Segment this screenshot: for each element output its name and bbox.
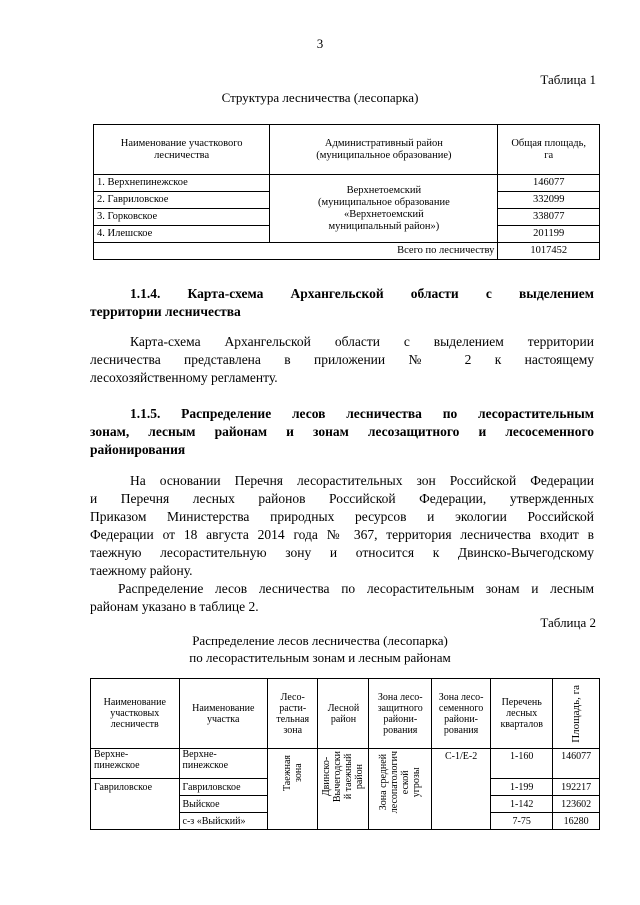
section-114-para-line: Карта-схема Архангельской области с выделением территории <box>130 334 594 349</box>
section-115-heading-line: районирования <box>90 442 186 457</box>
t2-row-site: Верхне- пинежское <box>179 749 268 779</box>
t2-row-quarters: 1-199 <box>491 779 553 796</box>
t1-row-name: 1. Верхнепинежское <box>94 175 270 192</box>
t1-header-name: Наименование участкового лесничества <box>94 125 270 175</box>
section-114-heading-line2: территории лесничества <box>90 304 241 319</box>
t2-header-zone: Лесо- расти- тельная зона <box>268 679 318 749</box>
t2-row-forestry <box>91 796 180 813</box>
t2-row-site: Выйское <box>179 796 268 813</box>
t2-protection-zone-cell: Зона средней лесопатологич еской угрозы <box>369 749 432 830</box>
section-115-para1-line: На основании Перечня лесорастительных зон Российской Федерации <box>130 473 594 488</box>
section-114-para-line: лесохозяйственному регламенту. <box>90 370 278 385</box>
section-115-para1-line: таежному району. <box>90 563 193 578</box>
t1-row-area: 201199 <box>498 226 600 243</box>
table1 <box>93 124 600 260</box>
t2-zone-cell: Таежная зона <box>268 749 318 830</box>
table2-title-line: по лесорастительным зонам и лесным районам <box>189 650 451 665</box>
t2-header-seed-zone: Зона лесо- семенного райони- рования <box>432 679 491 749</box>
t1-total-label: Всего по лесничеству <box>94 243 498 260</box>
t2-header-quarters: Перечень лесных кварталов <box>491 679 553 749</box>
t2-row-site: Гавриловское <box>179 779 268 796</box>
t2-header-district: Лесной район <box>318 679 369 749</box>
t2-row-area: 192217 <box>553 779 600 796</box>
t2-row-area: 16280 <box>553 813 600 830</box>
table1-title: Структура лесничества (лесопарка) <box>221 90 419 105</box>
t2-header-forestry: Наименование участковых лесничеств <box>91 679 180 749</box>
t1-row-name: 4. Илешское <box>94 226 270 243</box>
t2-row-forestry <box>91 813 180 830</box>
section-115-para1-line: и Перечня лесных районов Российской Федерации, утвержденных <box>90 491 594 506</box>
section-115-para1-line: Федерации от 18 августа 2014 года № 367, территория лесничества входит в <box>90 527 594 542</box>
section-115-para2-line: Распределение лесов лесничества по лесорастительным зонам и лесным <box>118 581 594 596</box>
t2-row-quarters: 1-160 <box>491 749 553 779</box>
t1-row-name: 3. Горковское <box>94 209 270 226</box>
page-number: 3 <box>316 36 324 51</box>
table2-title-line: Распределение лесов лесничества (лесопарка) <box>192 633 448 648</box>
t2-header-area: Площадь, га <box>553 679 600 749</box>
t2-seed-zone-cell: С-1/Е-2 <box>432 749 491 830</box>
t2-row-area: 146077 <box>553 749 600 779</box>
section-115-para1-line: таежную лесорастительную зону и относится к Двинско-Вычегодскому <box>90 545 594 560</box>
t2-header-site: Наименование участка <box>179 679 268 749</box>
t2-row-quarters: 1-142 <box>491 796 553 813</box>
t2-district-cell: Двинско- Вычегодски й таежный район <box>318 749 369 830</box>
t2-row-forestry: Верхне- пинежское <box>91 749 180 779</box>
section-115-heading-line: зонам, лесным районам и зонам лесозащитного и лесосеменного <box>90 424 594 439</box>
t1-district-cell: Верхнетоемский (муниципальное образование «Верхнетоемский муниципальный район») <box>270 175 498 243</box>
t1-row-area: 338077 <box>498 209 600 226</box>
section-115-heading-line: 1.1.5. Распределение лесов лесничества по лесорастительным <box>130 406 594 421</box>
t1-header-district: Административный район (муниципальное образование) <box>270 125 498 175</box>
t2-header-protection-zone: Зона лесо- защитного райони- рования <box>369 679 432 749</box>
t1-header-area: Общая площадь, га <box>498 125 600 175</box>
table1-label: Таблица 1 <box>540 72 596 87</box>
section-114-para-line: лесничества представлена в приложении № 2 к настоящему <box>90 352 594 367</box>
section-115-para1-line: Приказом Министерства природных ресурсов и экологии Российской <box>90 509 594 524</box>
t2-row-area: 123602 <box>553 796 600 813</box>
section-114-heading-line1: 1.1.4. Карта-схема Архангельской области с выделением <box>130 286 594 301</box>
t1-row-name: 2. Гавриловское <box>94 192 270 209</box>
section-115-para2-line: районам указано в таблице 2. <box>90 599 259 614</box>
t2-row-site: с-з «Выйский» <box>179 813 268 830</box>
t1-row-area: 146077 <box>498 175 600 192</box>
t1-row-area: 332099 <box>498 192 600 209</box>
t1-total-area: 1017452 <box>498 243 600 260</box>
t2-row-forestry: Гавриловское <box>91 779 180 796</box>
t2-row-quarters: 7-75 <box>491 813 553 830</box>
table2 <box>90 678 600 830</box>
table2-label: Таблица 2 <box>540 615 596 630</box>
